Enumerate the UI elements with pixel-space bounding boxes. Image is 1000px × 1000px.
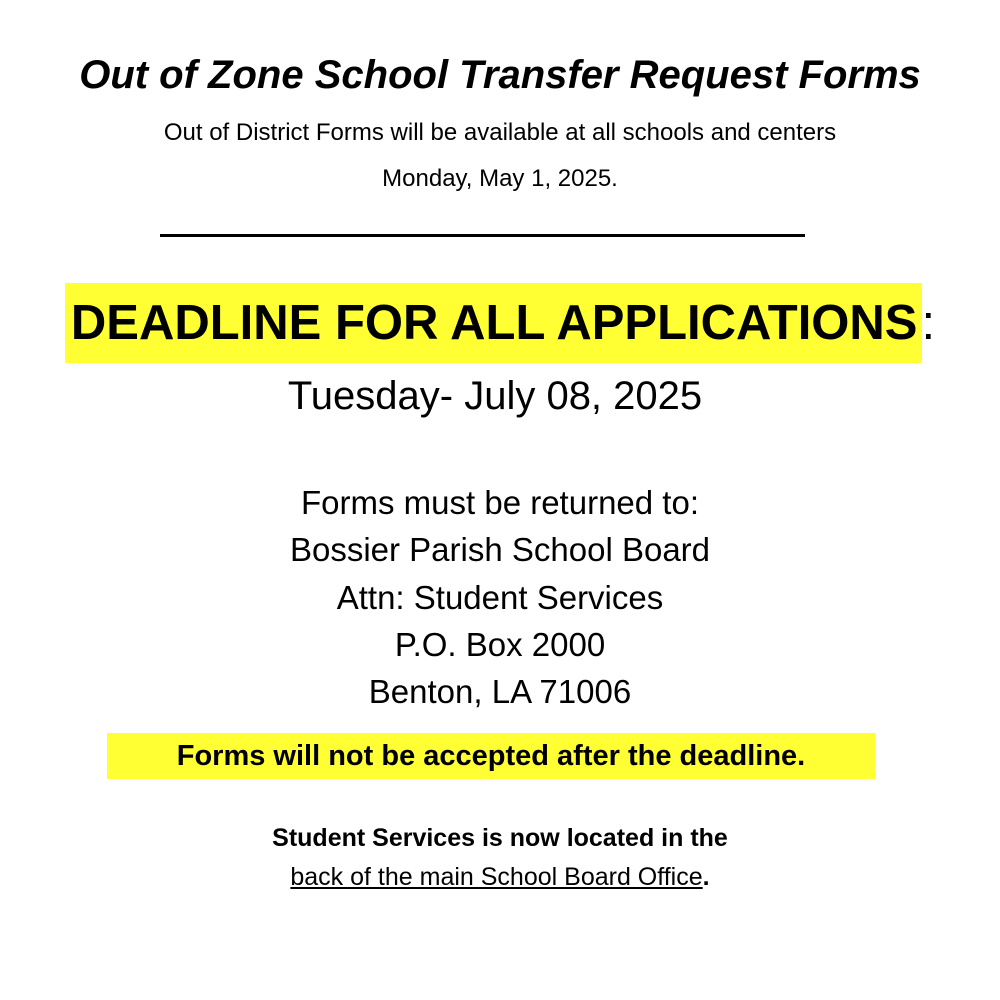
location-note-line2 [0,857,1000,897]
flyer-title: Out of Zone School Transfer Request Forms [79,53,921,97]
address-line-po-box: P.O. Box 2000 [394,626,606,663]
availability-note: Out of District Forms will be available at all schools and centers [163,119,837,146]
location-period: . [702,863,710,891]
address-line-city: Benton, LA 71006 [368,673,632,710]
return-intro: Forms must be returned to: [301,484,699,521]
location-note-line1: Student Services is now located in the [272,824,728,852]
location-underlined-text: back of the main School Board Office [290,863,703,891]
deadline-label: DEADLINE FOR ALL APPLICATIONS [65,283,922,363]
deadline-colon: : [921,296,936,350]
deadline-date: Tuesday- July 08, 2025 [287,374,703,418]
deadline-warning: Forms will not be accepted after the deadline. [107,733,875,779]
deadline-heading [0,283,1000,363]
address-line-attention: Attn: Student Services [336,579,664,616]
availability-date: Monday, May 1, 2025. [382,165,618,192]
address-line-organization: Bossier Parish School Board [289,531,711,568]
divider-line [160,234,805,237]
